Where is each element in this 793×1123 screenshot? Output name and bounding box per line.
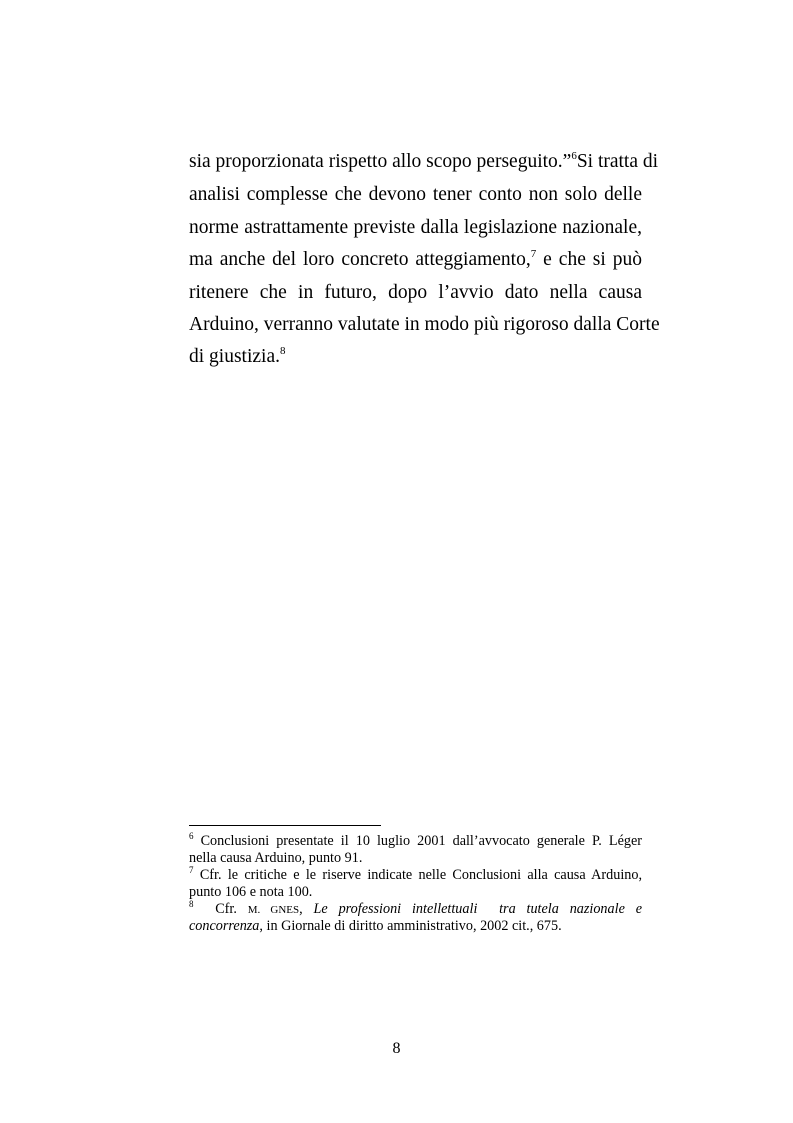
text-segment: sia proporzionata rispetto allo scopo perseguito.” (189, 151, 572, 172)
text-segment: Cfr. le critiche e le riserve indicate nelle Conclusioni alla causa Arduino, (193, 867, 642, 883)
footnote-6-line-2: nella causa Arduino, punto 91. (189, 850, 363, 866)
body-line-1 (189, 150, 659, 174)
body-line-5: ritenere che in futuro, dopo l’avvio dato nella causa (189, 282, 642, 303)
text-segment: , (299, 901, 314, 917)
work-title: Le professioni intellettuali tra tutela nazionale e (313, 901, 643, 917)
body-line-6: Arduino, verranno valutate in modo più rigoroso dalla Corte (189, 314, 660, 335)
text-segment: Si tratta di (576, 151, 659, 172)
footnote-8-line-2 (189, 918, 642, 935)
page-number: 8 (392, 1040, 401, 1057)
text-segment: Conclusioni presentate il 10 luglio 2001 dall’avvocato generale P. Léger (193, 833, 642, 849)
footnote-6-line-1 (189, 833, 642, 850)
text-segment: e che si può (536, 249, 642, 270)
text-segment: Cfr. (193, 901, 248, 917)
body-line-4 (189, 248, 642, 272)
footnote-7-line-2: punto 106 e nota 100. (189, 884, 313, 900)
text-segment: di giustizia. (189, 346, 280, 367)
author-initial: M. (247, 904, 271, 916)
footnote-ref-7[interactable]: 7 (530, 248, 537, 260)
footnote-number: 8 (189, 899, 194, 909)
text-segment: , in Giornale di diritto amministrativo, 2002 cit., 675. (259, 918, 562, 934)
body-line-7 (189, 345, 642, 369)
footnote-number: 6 (189, 831, 194, 841)
footnote-ref-8[interactable]: 8 (280, 345, 286, 357)
text-segment: ma anche del loro concreto atteggiamento, (189, 249, 531, 270)
work-title: concorrenza (189, 918, 260, 934)
footnote-ref-6[interactable]: 6 (571, 150, 577, 162)
author-name: GNES (270, 904, 300, 916)
footnote-8-line-1 (189, 901, 642, 919)
body-line-3: norme astrattamente previste dalla legislazione nazionale, (189, 217, 642, 238)
footnote-number: 7 (189, 865, 194, 875)
body-line-2: analisi complesse che devono tener conto non solo delle (189, 184, 642, 205)
footnote-separator (189, 825, 381, 826)
footnote-7-line-1 (189, 867, 642, 884)
